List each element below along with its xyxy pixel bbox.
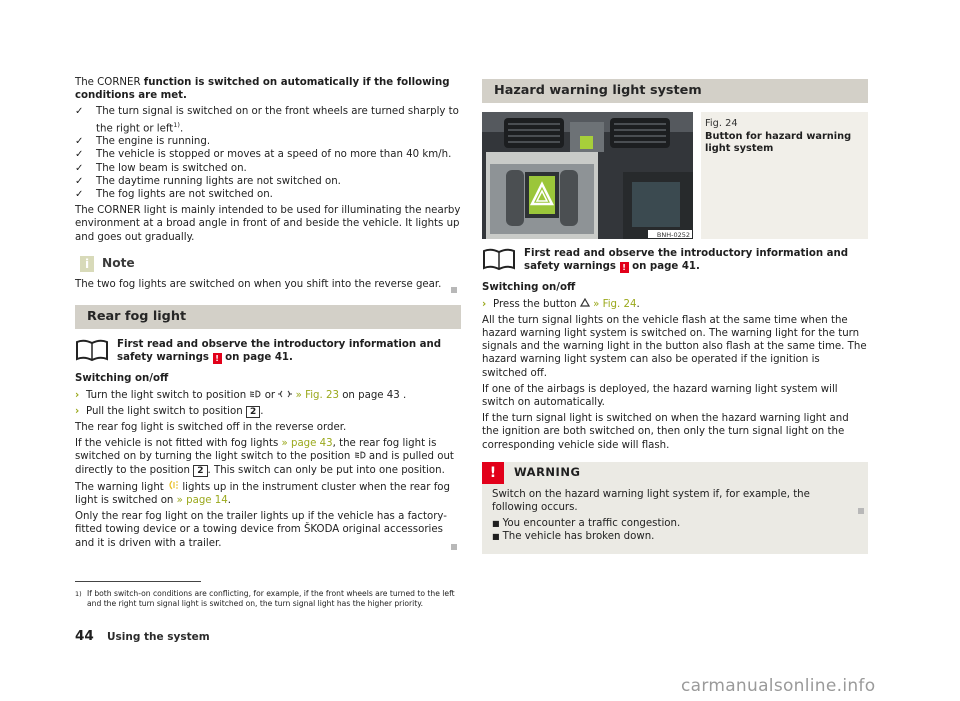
step-arrow-icon: › <box>75 389 80 401</box>
read-first-notice: First read and observe the introductory information and safety warnings ! on page 41. <box>75 338 461 364</box>
paragraph: The rear fog light is switched off in the reverse order. <box>75 422 347 434</box>
note-text: The two fog lights are switched on when you shift into the reverse gear. <box>75 278 442 290</box>
figure-24-image <box>482 112 693 239</box>
low-beam-icon <box>354 451 366 459</box>
hazard-triangle-icon <box>580 298 590 307</box>
note-heading <box>75 256 461 272</box>
warning-title: WARNING <box>514 465 581 480</box>
section-end-marker <box>451 287 457 293</box>
footnote <box>75 589 465 609</box>
page-43-link[interactable]: » page 43 <box>281 438 333 450</box>
list-item: ✓ The vehicle is stopped or moves at a speed of no more than 40 km/h. <box>75 148 461 161</box>
figure-code: BNH-0252 <box>656 231 690 239</box>
info-icon: i <box>80 256 94 272</box>
rear-fog-light-icon <box>167 480 179 490</box>
open-book-icon <box>482 247 516 271</box>
figure-24 <box>482 112 868 239</box>
section-end-marker <box>451 544 457 550</box>
footnote-divider <box>75 581 201 582</box>
paragraph: If one of the airbags is deployed, the hazard warning light system will switch on automatically. <box>482 383 838 409</box>
warning-box <box>482 462 868 554</box>
subheading-switching: Switching on/off <box>75 373 169 385</box>
fig-23-link[interactable]: » Fig. 23 <box>295 389 339 401</box>
page-link[interactable]: on page 41. <box>632 261 700 273</box>
list-item: ✓ The fog lights are not switched on. <box>75 188 461 201</box>
step-1: › Turn the light switch to position or » Fig. 23 on page 43 . <box>75 389 407 401</box>
corner-description: The CORNER light is mainly intended to be used for illuminating the nearby environment at a broad angle in front of and beside the vehicle. It lights up and goes out gradually. <box>75 205 461 243</box>
position-2-key: 2 <box>193 465 207 477</box>
low-beam-icon <box>249 390 261 398</box>
figure-caption <box>701 112 868 239</box>
warning-icon: ! <box>482 462 504 484</box>
subheading-switching: Switching on/off <box>482 282 576 294</box>
position-2-key: 2 <box>246 406 260 418</box>
section-end-marker <box>858 508 864 514</box>
warning-icon: ! <box>620 262 629 273</box>
warning-icon: ! <box>213 353 222 364</box>
footnote-ref[interactable]: 1) <box>173 120 180 129</box>
figure-label: Fig. 24 <box>705 118 738 129</box>
note-title: Note <box>102 256 135 271</box>
condition-list <box>75 105 461 201</box>
paragraph: If the vehicle is not fitted with fog lights » page 43, the rear fog light is switched on by turning the light switch to the position and is pulled out directly to the position 2 . This switch can only be put into one position. <box>75 438 454 476</box>
right-column <box>482 79 868 554</box>
page-14-link[interactable]: » page 14 <box>176 495 228 507</box>
section-title-hazard-warning: Hazard warning light system <box>482 79 868 103</box>
bullet-icon: ■ <box>492 532 500 542</box>
warning-text: Switch on the hazard warning light system if, for example, the following occurs. <box>492 488 810 514</box>
page-chapter-title: Using the system <box>107 631 210 643</box>
section-title-rear-fog-light: Rear fog light <box>75 305 461 329</box>
list-item: ✓ The turn signal is switched on or the front wheels are turned sharply to the right or left$^{1)}$. <box>75 105 461 135</box>
step-arrow-icon: › <box>75 405 80 417</box>
footnote-number: 1) <box>75 590 82 598</box>
step-arrow-icon: › <box>482 298 487 310</box>
step-1: › Press the button » Fig. 24. <box>482 298 640 310</box>
fig-24-link[interactable]: » Fig. 24 <box>593 298 637 310</box>
watermark[interactable]: carmanualsonline.info <box>681 676 876 696</box>
parking-light-icon <box>278 390 292 398</box>
paragraph: Only the rear fog light on the trailer lights up if the vehicle has a factory-fitted towing device or a towing device from ŠKODA original accessories and it is driven with a trailer. <box>75 511 447 549</box>
bullet-icon: ■ <box>492 519 500 529</box>
paragraph: The warning light lights up in the instrument cluster when the rear fog light is switched on » page 14. <box>75 481 450 507</box>
figure-caption-text: Button for hazard warning light system <box>705 130 852 154</box>
paragraph: All the turn signal lights on the vehicle flash at the same time when the hazard warning light system is switched on. The warning light for the turn signals and the warning light in the button also flash at the same time. The hazard warning light system can also be operated if the ignition is switched off. <box>482 314 867 379</box>
read-first-notice: First read and observe the introductory information and safety warnings ! on page 41. <box>482 247 868 273</box>
list-item: ✓ The low beam is switched on. <box>75 162 461 175</box>
open-book-icon <box>75 338 109 362</box>
list-item: ■ You encounter a traffic congestion. <box>492 518 681 530</box>
list-item: ✓ The engine is running. <box>75 135 461 148</box>
dashboard-photo <box>482 112 693 239</box>
warning-heading <box>482 462 868 484</box>
corner-intro: The CORNER function is switched on automatically if the following conditions are met. <box>75 77 450 102</box>
page-link[interactable]: on page 41. <box>225 352 293 364</box>
list-item: ✓ The daytime running lights are not switched on. <box>75 175 461 188</box>
left-column <box>75 76 461 553</box>
list-item: ■ The vehicle has broken down. <box>492 531 655 543</box>
page-number: 44 <box>75 628 94 644</box>
step-2: › Pull the light switch to position 2 . <box>75 405 264 417</box>
footnote-text: If both switch-on conditions are conflicting, for example, if the front wheels are turned to the left and the right turn signal light is switched on, the turn signal light has the higher priority. <box>87 589 455 608</box>
paragraph: If the turn signal light is switched on when the hazard warning light and the ignition are both switched on, then only the turn signal light on the corresponding vehicle side will flash. <box>482 413 849 451</box>
